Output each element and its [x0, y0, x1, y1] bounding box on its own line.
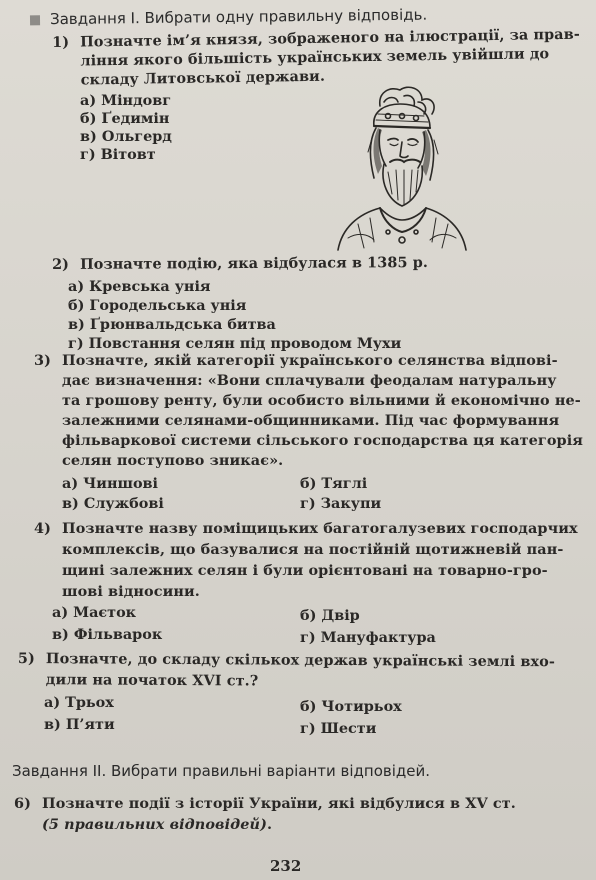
answer-option[interactable]: в) Фільварок — [52, 626, 163, 643]
question-4 — [34, 520, 589, 600]
section-marker-icon — [30, 15, 40, 25]
question-text-line: фільваркової системи сільського господарства ця категорія — [62, 432, 583, 449]
answer-option[interactable]: б) Городельська унія — [68, 297, 247, 314]
question-text-line: ління якого більшість українських земель увійшли до — [80, 45, 550, 70]
answer-option[interactable]: г) Закупи — [300, 495, 382, 512]
question-3 — [34, 352, 584, 472]
question-1 — [52, 25, 580, 94]
question-2 — [52, 253, 572, 276]
question-text-line: дає визначення: «Вони сплачували феодалам натуральну — [62, 372, 557, 389]
answer-option[interactable]: г) Повстання селян під проводом Мухи — [68, 335, 402, 352]
question-text-line: щині залежних селян і були орієнтовані на товарно-гро- — [62, 562, 548, 579]
answer-option[interactable]: б) Чотирьох — [300, 698, 402, 715]
answer-option[interactable]: б) Ґедимін — [80, 110, 170, 127]
question-text-line: та грошову ренту, були особисто вільними й економічно не- — [62, 392, 581, 409]
answer-option[interactable]: а) Міндовг — [80, 92, 172, 109]
question-number: 5) — [17, 650, 36, 668]
answer-option[interactable]: в) Службові — [62, 495, 164, 512]
question-number: 2) — [52, 255, 70, 273]
question-text-line: комплексів, що базувалися на постійній щотижневій пан- — [62, 541, 564, 558]
question-number: 6) — [14, 795, 32, 812]
question-text-line: залежними селянами-общинниками. Під час формування — [62, 412, 560, 429]
portrait-of-prince-icon — [318, 82, 478, 252]
section-1-title: Завдання I. Вибрати одну правильну відповідь. — [30, 6, 427, 29]
question-text-line: Позначте назву поміщицьких багатогалузевих господарчих — [62, 520, 578, 537]
answer-option[interactable]: г) Мануфактура — [300, 629, 436, 646]
question-text-line: селян поступово зникає». — [62, 452, 284, 469]
answer-option[interactable]: в) Ольгерд — [80, 128, 172, 145]
question-6: 6) Позначте події з історії України, які відбулися в XV ст. (5 правильних відповідей). — [14, 795, 516, 833]
answer-option[interactable]: г) Вітовт — [80, 146, 156, 163]
page-number: 232 — [270, 857, 302, 875]
question-text-line: Позначте подію, яка відбулася в 1385 р. — [79, 254, 429, 273]
answer-option[interactable]: в) П’яти — [44, 716, 115, 733]
answer-option[interactable]: в) Ґрюнвальдська битва — [68, 316, 276, 333]
question-text-line: дили на початок XVI ст.? — [45, 671, 259, 690]
question-text-line: Позначте ім’я князя, зображеного на ілюстрації, за прав- — [79, 25, 580, 51]
question-text-line: Позначте, якій категорії українського селянства відпові- — [62, 352, 558, 369]
question-text-line: шові відносини. — [62, 583, 200, 600]
answer-option[interactable]: а) Маєток — [52, 604, 137, 621]
section-2-title: Завдання II. Вибрати правильні варіанти відповідей. — [12, 762, 431, 780]
answer-option[interactable]: г) Шести — [300, 720, 377, 737]
answer-option[interactable]: а) Кревська унія — [68, 278, 211, 295]
answer-option[interactable]: а) Чиншові — [62, 475, 159, 492]
question-number: 1) — [52, 33, 70, 51]
question-5 — [18, 650, 588, 695]
question-number: 4) — [34, 520, 52, 537]
question-number: 3) — [34, 352, 52, 369]
question-text-line: Позначте, до складу скількох держав українські землі вхо- — [45, 650, 555, 671]
question-text-line: складу Литовської держави. — [80, 67, 326, 89]
answer-option[interactable]: б) Тяглі — [300, 475, 368, 492]
answer-option[interactable]: б) Двір — [300, 607, 360, 624]
question-note: (5 правильних відповідей) — [42, 816, 267, 833]
question-text-line: Позначте події з історії України, які відбулися в XV ст. — [42, 795, 516, 812]
answer-option[interactable]: а) Трьох — [44, 694, 114, 711]
